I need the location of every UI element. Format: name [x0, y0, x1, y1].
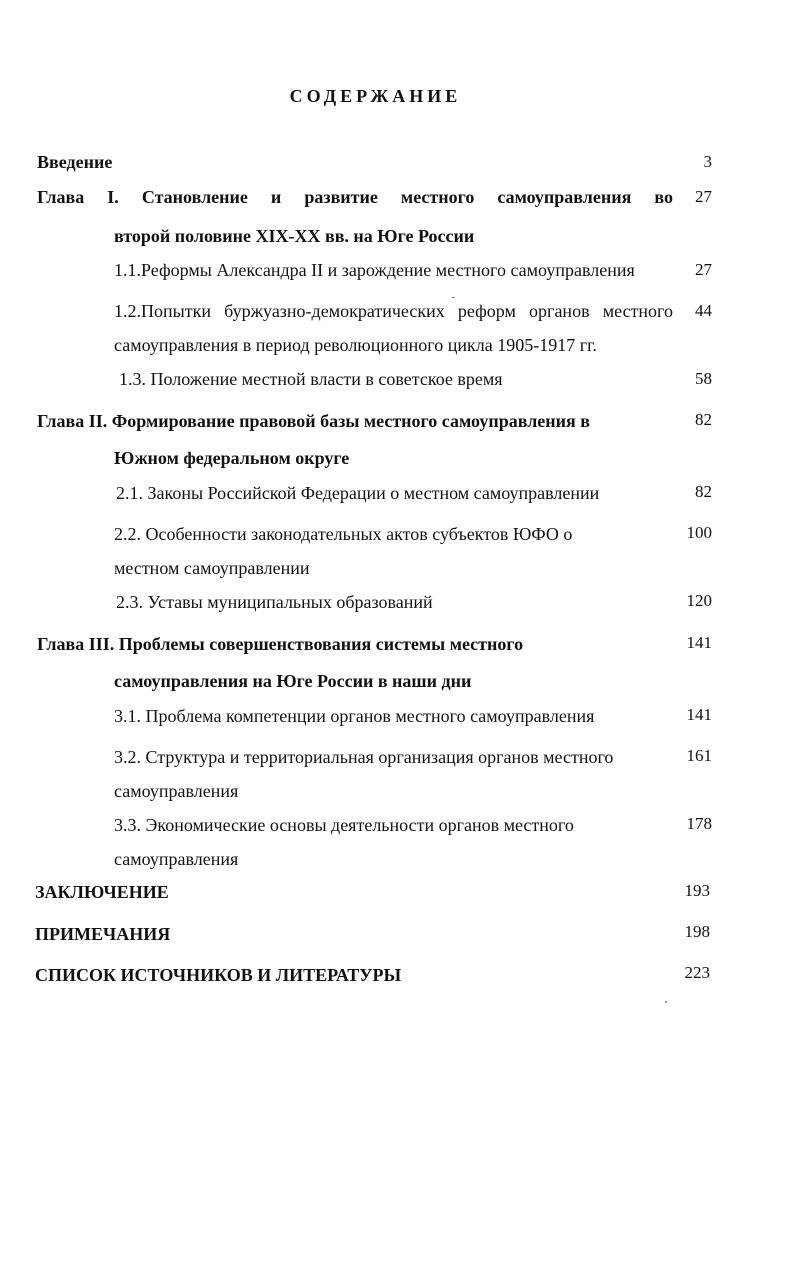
section-3-2-line2: самоуправления — [114, 781, 239, 801]
chapter1-page: 27 — [695, 187, 712, 206]
section-2-2-page: 100 — [686, 523, 712, 542]
chapter2-page: 82 — [695, 410, 712, 429]
toc-sources-page: 223 — [684, 963, 710, 982]
section-2-1-page: 82 — [695, 482, 712, 501]
section-3-1-page: 141 — [686, 705, 712, 724]
section-3-3-page: 178 — [686, 814, 712, 833]
toc-conclusion-label: ЗАКЛЮЧЕНИЕ — [35, 882, 169, 902]
section-2-3-page: 120 — [686, 591, 712, 610]
toc-intro-label: Введение — [37, 152, 113, 172]
section-1-1-page: 27 — [695, 260, 712, 279]
section-3-3-line1: 3.3. Экономические основы деятельности органов местного — [114, 815, 574, 835]
section-2-3: 2.3. Уставы муниципальных образований — [116, 592, 433, 612]
chapter2-heading-line1: Глава II. Формирование правовой базы местного самоуправления в — [37, 411, 590, 431]
scan-speck — [665, 1001, 667, 1003]
section-1-3: 1.3. Положение местной власти в советское время — [119, 369, 503, 389]
chapter2-heading-line2: Южном федеральном округе — [114, 448, 350, 468]
chapter3-page: 141 — [686, 633, 712, 652]
section-1-2-page: 44 — [695, 301, 712, 320]
section-1-3-page: 58 — [695, 369, 712, 388]
section-1-1: 1.1.Реформы Александра II и зарождение местного самоуправления — [114, 260, 635, 280]
chapter3-heading-line1: Глава III. Проблемы совершенствования системы местного — [37, 634, 524, 654]
section-3-2-line1: 3.2. Структура и территориальная организация органов местного — [114, 747, 614, 767]
chapter1-heading-line1: Глава I. Становление и развитие местного самоуправления во — [37, 187, 673, 207]
toc-notes-page: 198 — [684, 922, 710, 941]
chapter1-heading-line2: второй половине XIX-XX вв. на Юге России — [114, 226, 475, 246]
toc-notes-label: ПРИМЕЧАНИЯ — [35, 924, 171, 944]
section-3-2-page: 161 — [686, 746, 712, 765]
section-1-2-line1: 1.2.Попытки буржуазно-демократических реформ органов местного — [114, 301, 673, 321]
section-1-2-line2: самоуправления в период революционного цикла 1905-1917 гг. — [114, 335, 597, 355]
chapter3-heading-line2: самоуправления на Юге России в наши дни — [114, 671, 472, 691]
section-2-2-line2: местном самоуправлении — [114, 558, 310, 578]
page-title: СОДЕРЖАНИЕ — [289, 86, 462, 106]
toc-intro-page: 3 — [703, 152, 712, 171]
toc-sources-label: СПИСОК ИСТОЧНИКОВ И ЛИТЕРАТУРЫ — [35, 965, 402, 985]
section-3-1: 3.1. Проблема компетенции органов местного самоуправления — [114, 706, 595, 726]
toc-conclusion-page: 193 — [684, 881, 710, 900]
section-2-1: 2.1. Законы Российской Федерации о местном самоуправлении — [116, 483, 600, 503]
section-2-2-line1: 2.2. Особенности законодательных актов субъектов ЮФО о — [114, 524, 573, 544]
scan-speck — [452, 297, 455, 298]
section-3-3-line2: самоуправления — [114, 849, 239, 869]
